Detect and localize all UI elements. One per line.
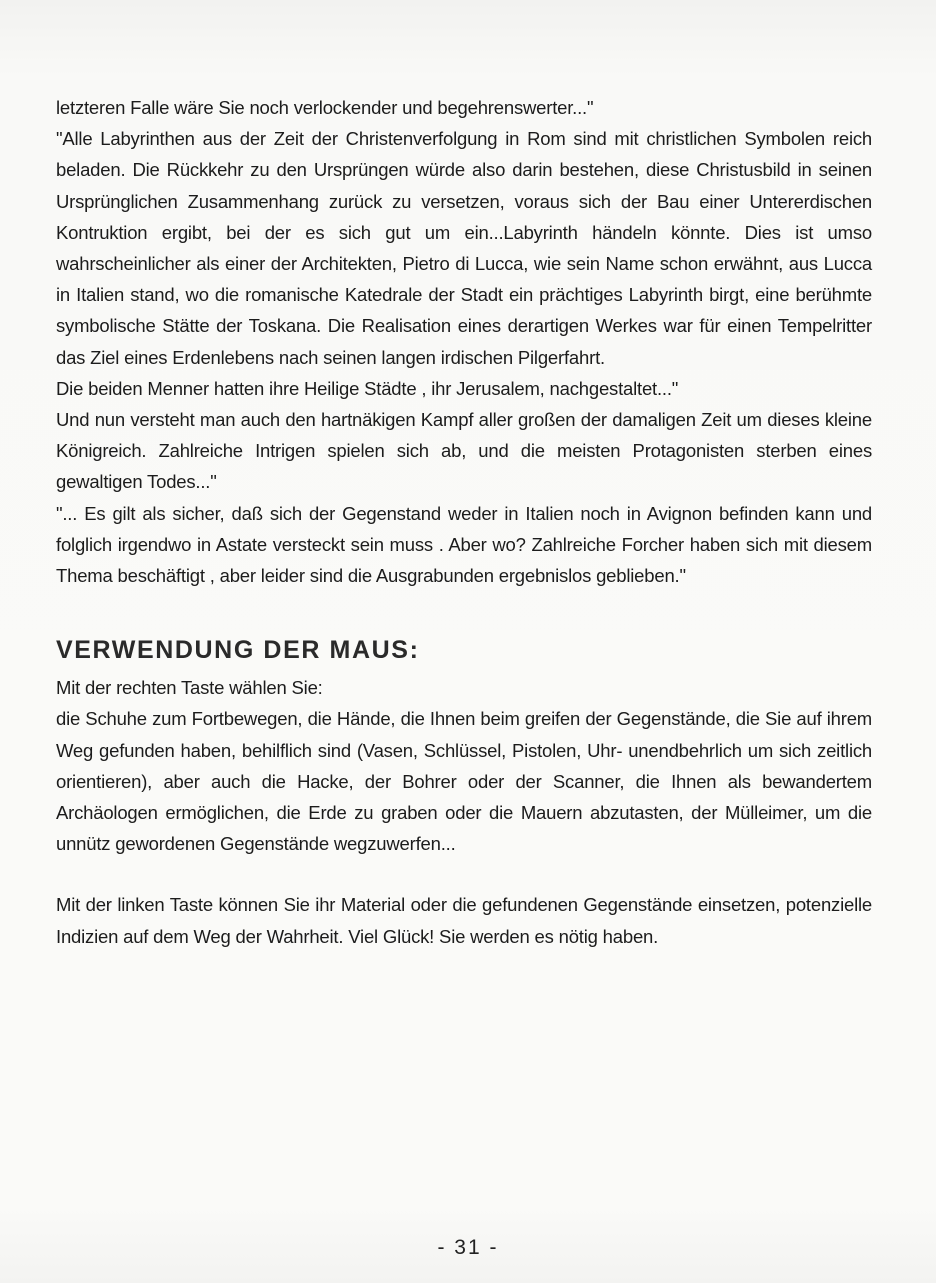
paragraph-gap — [56, 859, 872, 889]
page-number: - 31 - — [437, 1236, 499, 1259]
story-paragraph: Die beiden Menner hatten ihre Heilige Städte , ihr Jerusalem, nachgestaltet..." — [56, 377, 679, 399]
right-button-description: die Schuhe zum Fortbewegen, die Hände, die Ihnen beim greifen der Gegenstände, die Sie auf ihrem Weg gefunden haben, behilflich sind (Vasen, Schlüssel, Pistolen, Uhr- unendbehrlich um sich zeitlich orientieren), aber auch die Hacke, der Bohrer oder der Scanner, die Ihnen als bewandertem Archäologen ermöglichen, die Erde zu graben oder die Mauern abzutasten, der Mülleimer, um die unnütz gewordenen Gegenstände wegzuwerfen... — [56, 708, 872, 855]
story-paragraph: Und nun versteht man auch den hartnäkigen Kampf aller großen der damaligen Zeit um dieses kleine Königreich. Zahlreiche Intrigen spielen sich ab, und die meisten Protagonisten sterben eines gewaltigen Todes..." — [56, 409, 872, 493]
story-paragraph: letzteren Falle wäre Sie noch verlockender und begehrenswerter..." — [56, 97, 594, 118]
mouse-intro: Mit der rechten Taste wählen Sie: — [56, 677, 323, 699]
page-content — [56, 92, 872, 952]
left-button-description: Mit der linken Taste können Sie ihr Material oder die gefundenen Gegenstände einsetzen, potenzielle Indizien auf dem Weg der Wahrheit. Viel Glück! Sie werden es nötig haben. — [56, 894, 872, 947]
story-paragraph: "... Es gilt als sicher, daß sich der Gegenstand weder in Italien noch in Avignon befinden kann und folglich irgendwo in Astate versteckt sein muss . Aber wo? Zahlreiche Forcher haben sich mit diesem Thema beschäftigt , aber leider sind die Ausgrabunden ergebnislos geblieben." — [56, 502, 872, 587]
story-paragraph: "Alle Labyrinthen aus der Zeit der Christenverfolgung in Rom sind mit christlichen Symbolen reich beladen. Die Rückkehr zu den Ursprüngen würde also darin bestehen, diese Christusbild in seinen Ursprünglichen Zusammenhang zurück zu versetzen, voraus sich der Bau einer Untererdischen Kontruktion ergibt, bei der es sich gut um ein...Labyrinth händeln könnte. Dies ist umso wahrscheinlicher als einer der Architekten, Pietro di Lucca, wie sein Name schon erwähnt, aus Lucca in Italien stand, wo die romanische Katedrale der Stadt ein prächtiges Labyrinth birgt, eine berühmte symbolische Stätte der Toskana. Die Realisation eines derartigen Werkes war für einen Tempelritter das Ziel eines Erdenlebens nach seinen langen irdischen Pilgerfahrt. — [56, 128, 872, 368]
section-heading: VERWENDUNG DER MAUS: — [56, 636, 420, 665]
mouse-instructions — [56, 672, 872, 952]
